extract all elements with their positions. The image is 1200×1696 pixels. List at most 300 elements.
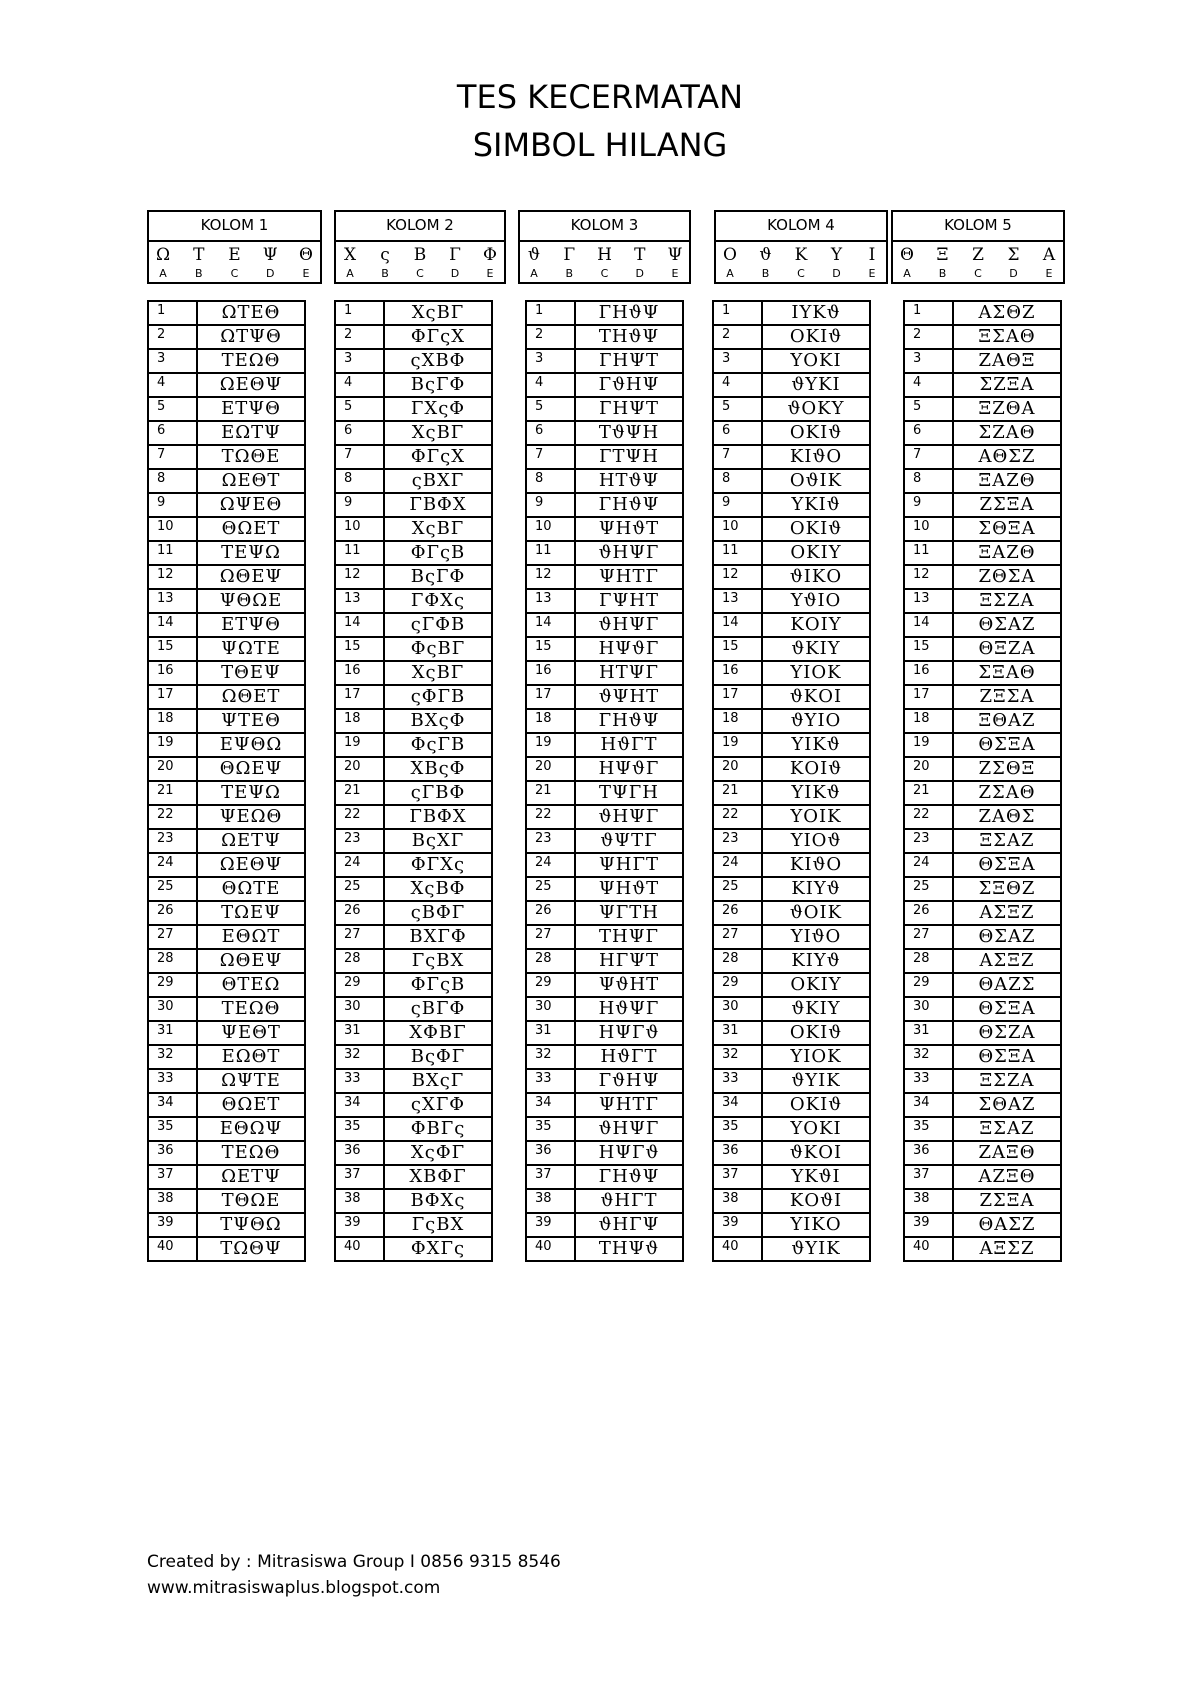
question-number: 24 <box>148 853 197 877</box>
question-number: 5 <box>904 397 953 421</box>
table-row <box>148 349 305 373</box>
question-symbols: ϑΚΟΙ <box>762 1141 870 1165</box>
question-number: 20 <box>904 757 953 781</box>
table-row <box>335 1165 492 1189</box>
question-number: 7 <box>713 445 762 469</box>
question-symbols: ϑΙΚΟ <box>762 565 870 589</box>
question-number: 17 <box>148 685 197 709</box>
footer-website: www.mitrasiswaplus.blogspot.com <box>147 1578 441 1598</box>
table-row <box>526 469 683 493</box>
question-number: 40 <box>713 1237 762 1261</box>
question-symbols: ΨΩΤΕ <box>197 637 305 661</box>
column-header-3 <box>518 210 691 284</box>
question-symbols: ΒΧςΦ <box>384 709 492 733</box>
table-row <box>148 325 305 349</box>
table-row <box>713 493 870 517</box>
question-number: 35 <box>335 1117 384 1141</box>
question-number: 4 <box>904 373 953 397</box>
question-number: 37 <box>713 1165 762 1189</box>
question-number: 39 <box>904 1213 953 1237</box>
question-symbols: ΤΘΩΕ <box>197 1189 305 1213</box>
table-row <box>904 925 1061 949</box>
table-row <box>335 709 492 733</box>
question-number: 2 <box>904 325 953 349</box>
question-symbols: ΕΘΩΨ <box>197 1117 305 1141</box>
table-row <box>713 349 870 373</box>
table-row <box>148 1189 305 1213</box>
table-row <box>335 1213 492 1237</box>
table-row <box>335 517 492 541</box>
question-number: 6 <box>335 421 384 445</box>
table-row <box>148 397 305 421</box>
question-number: 40 <box>335 1237 384 1261</box>
table-row <box>148 805 305 829</box>
table-row <box>713 1189 870 1213</box>
question-number: 15 <box>904 637 953 661</box>
question-symbols: ΤΗΨϑ <box>575 1237 683 1261</box>
question-number: 34 <box>904 1093 953 1117</box>
question-number: 34 <box>335 1093 384 1117</box>
question-symbols: ΗΤΨΓ <box>575 661 683 685</box>
table-row <box>904 541 1061 565</box>
question-number: 39 <box>335 1213 384 1237</box>
table-row <box>526 1213 683 1237</box>
table-row <box>148 733 305 757</box>
key-letter: C <box>797 267 805 280</box>
question-number: 14 <box>335 613 384 637</box>
key-letter: A <box>726 267 734 280</box>
question-number: 24 <box>335 853 384 877</box>
question-number: 9 <box>713 493 762 517</box>
key-letter: A <box>159 267 167 280</box>
question-number: 14 <box>713 613 762 637</box>
table-row <box>335 853 492 877</box>
key-symbol: Ψ <box>262 245 278 265</box>
table-row <box>904 661 1061 685</box>
question-number: 16 <box>526 661 575 685</box>
table-row <box>526 949 683 973</box>
table-row <box>713 853 870 877</box>
question-number: 28 <box>904 949 953 973</box>
table-row <box>526 661 683 685</box>
question-number: 7 <box>148 445 197 469</box>
question-symbols: ΖΑΞΘ <box>953 1141 1061 1165</box>
question-symbols: ΞΣΑΖ <box>953 829 1061 853</box>
question-symbols: ςΧΒΦ <box>384 349 492 373</box>
question-number: 12 <box>148 565 197 589</box>
question-number: 35 <box>526 1117 575 1141</box>
question-number: 30 <box>526 997 575 1021</box>
question-number: 28 <box>713 949 762 973</box>
key-letter: A <box>346 267 354 280</box>
question-symbols: ΗΨΓϑ <box>575 1021 683 1045</box>
question-number: 4 <box>148 373 197 397</box>
table-row <box>713 901 870 925</box>
table-row <box>335 613 492 637</box>
question-symbols: ΕΘΩΤ <box>197 925 305 949</box>
question-symbols: ΗΨϑΓ <box>575 637 683 661</box>
table-row <box>335 997 492 1021</box>
question-number: 21 <box>713 781 762 805</box>
question-number: 22 <box>713 805 762 829</box>
question-number: 40 <box>904 1237 953 1261</box>
question-number: 18 <box>148 709 197 733</box>
table-row <box>713 373 870 397</box>
question-symbols: ΓΧςΦ <box>384 397 492 421</box>
question-number: 33 <box>526 1069 575 1093</box>
question-symbols: ΥΙΚϑ <box>762 781 870 805</box>
symbol-key-row <box>893 242 1063 267</box>
question-number: 27 <box>713 925 762 949</box>
question-number: 4 <box>713 373 762 397</box>
question-symbols: ΧΒςΦ <box>384 757 492 781</box>
table-row <box>904 781 1061 805</box>
question-symbols: ΞΣΑΘ <box>953 325 1061 349</box>
table-row <box>904 901 1061 925</box>
question-number: 1 <box>526 301 575 325</box>
question-symbols: ϑΟΙΚ <box>762 901 870 925</box>
question-number: 26 <box>335 901 384 925</box>
question-symbols: ΨΕΘΤ <box>197 1021 305 1045</box>
question-number: 31 <box>526 1021 575 1045</box>
question-symbols: ΟΚΙϑ <box>762 1093 870 1117</box>
question-symbols: ΞΣΑΖ <box>953 1117 1061 1141</box>
table-row <box>904 733 1061 757</box>
question-symbols: ΦΒΓς <box>384 1117 492 1141</box>
question-symbols: ΤΕΩΘ <box>197 1141 305 1165</box>
question-symbols: ΑΞΣΖ <box>953 1237 1061 1261</box>
question-symbols: ΩΘΕΨ <box>197 565 305 589</box>
question-symbols: ΕΩΘΤ <box>197 1045 305 1069</box>
question-number: 18 <box>526 709 575 733</box>
question-number: 39 <box>526 1213 575 1237</box>
question-symbols: ΩΕΘΨ <box>197 853 305 877</box>
question-symbols: ΘΩΕΨ <box>197 757 305 781</box>
table-row <box>904 1165 1061 1189</box>
table-row <box>904 469 1061 493</box>
question-symbols: ΘΑΣΖ <box>953 1213 1061 1237</box>
question-number: 37 <box>904 1165 953 1189</box>
question-symbols: ΤΩΕΨ <box>197 901 305 925</box>
table-row <box>904 997 1061 1021</box>
table-row <box>526 877 683 901</box>
column-header-2 <box>334 210 506 284</box>
question-symbols: ΒςΓΦ <box>384 373 492 397</box>
key-symbol: ϑ <box>759 245 772 265</box>
question-symbols: ΓΗΨΤ <box>575 397 683 421</box>
question-symbols: ΥΚϑΙ <box>762 1165 870 1189</box>
question-symbols: ΩΕΘΤ <box>197 469 305 493</box>
question-symbols: ΓΗΨΤ <box>575 349 683 373</box>
table-row <box>713 709 870 733</box>
question-number: 29 <box>335 973 384 997</box>
symbol-key-row <box>520 242 689 267</box>
question-number: 34 <box>713 1093 762 1117</box>
question-number: 35 <box>904 1117 953 1141</box>
question-number: 29 <box>713 973 762 997</box>
question-number: 3 <box>904 349 953 373</box>
key-symbol: Ε <box>228 245 241 265</box>
table-row <box>526 325 683 349</box>
question-symbols: ΨΗΤΓ <box>575 1093 683 1117</box>
table-row <box>526 1093 683 1117</box>
table-row <box>526 445 683 469</box>
question-symbols: ΖΑΘΞ <box>953 349 1061 373</box>
question-symbols: ΗΓΨΤ <box>575 949 683 973</box>
question-number: 21 <box>335 781 384 805</box>
question-number: 16 <box>904 661 953 685</box>
table-row <box>335 925 492 949</box>
question-symbols: ΧςΒΓ <box>384 517 492 541</box>
question-number: 19 <box>526 733 575 757</box>
table-row <box>335 661 492 685</box>
question-number: 32 <box>713 1045 762 1069</box>
question-symbols: ΨΕΩΘ <box>197 805 305 829</box>
question-symbols: ΕΩΤΨ <box>197 421 305 445</box>
question-symbols: ςΓΦΒ <box>384 613 492 637</box>
question-symbols: ϑΗΓΨ <box>575 1213 683 1237</box>
table-row <box>713 1069 870 1093</box>
question-number: 36 <box>713 1141 762 1165</box>
question-number: 8 <box>148 469 197 493</box>
question-symbols: ΥΙΟΚ <box>762 661 870 685</box>
question-symbols: ΦΓςΒ <box>384 973 492 997</box>
page-title-line-2: SIMBOL HILANG <box>472 126 728 164</box>
question-symbols: ϑΨΗΤ <box>575 685 683 709</box>
table-row <box>713 637 870 661</box>
question-number: 33 <box>148 1069 197 1093</box>
question-symbols: ΥΟΚΙ <box>762 349 870 373</box>
table-row <box>713 949 870 973</box>
table-row <box>335 1045 492 1069</box>
question-number: 23 <box>713 829 762 853</box>
question-number: 33 <box>335 1069 384 1093</box>
question-symbols: ΨΗϑΤ <box>575 877 683 901</box>
question-number: 18 <box>904 709 953 733</box>
table-row <box>148 685 305 709</box>
question-symbols: ϑΥΙΟ <box>762 709 870 733</box>
table-row <box>335 397 492 421</box>
table-row <box>335 373 492 397</box>
question-number: 32 <box>335 1045 384 1069</box>
table-row <box>335 805 492 829</box>
table-row <box>148 1093 305 1117</box>
letter-key-row <box>893 267 1063 284</box>
key-symbol: Ζ <box>972 245 984 265</box>
table-row <box>526 589 683 613</box>
table-row <box>904 853 1061 877</box>
question-symbols: ΩΘΕΤ <box>197 685 305 709</box>
question-symbols: ΨΤΕΘ <box>197 709 305 733</box>
table-row <box>904 637 1061 661</box>
table-row <box>713 781 870 805</box>
table-row <box>526 517 683 541</box>
question-symbols: ΚΟϑΙ <box>762 1189 870 1213</box>
key-symbol: Η <box>597 245 612 265</box>
table-row <box>526 373 683 397</box>
question-number: 32 <box>904 1045 953 1069</box>
question-symbols: ΘΣΞΑ <box>953 1045 1061 1069</box>
table-row <box>526 757 683 781</box>
question-number: 2 <box>148 325 197 349</box>
question-symbols: ΒςΦΓ <box>384 1045 492 1069</box>
question-number: 13 <box>148 589 197 613</box>
question-symbols: ΤΗϑΨ <box>575 325 683 349</box>
key-letter: E <box>302 267 310 280</box>
table-row <box>713 421 870 445</box>
table-row <box>148 589 305 613</box>
question-symbols: ΞΑΖΘ <box>953 469 1061 493</box>
question-symbols: ΨϑΗΤ <box>575 973 683 997</box>
table-row <box>526 349 683 373</box>
question-number: 17 <box>713 685 762 709</box>
table-row <box>148 373 305 397</box>
table-row <box>713 997 870 1021</box>
key-symbol: Θ <box>900 245 914 265</box>
question-symbols: ΣΞΑΘ <box>953 661 1061 685</box>
question-number: 11 <box>904 541 953 565</box>
table-row <box>526 829 683 853</box>
question-symbols: ϑΗΨΓ <box>575 613 683 637</box>
letter-key-row <box>336 267 504 284</box>
key-letter: C <box>600 267 609 280</box>
question-number: 23 <box>148 829 197 853</box>
question-symbols: ΩΕΤΨ <box>197 829 305 853</box>
question-symbols: ΘΩΕΤ <box>197 1093 305 1117</box>
question-number: 40 <box>148 1237 197 1261</box>
question-number: 37 <box>148 1165 197 1189</box>
table-row <box>713 733 870 757</box>
question-number: 9 <box>148 493 197 517</box>
question-number: 16 <box>713 661 762 685</box>
question-number: 25 <box>526 877 575 901</box>
table-row <box>904 1141 1061 1165</box>
table-row <box>526 1237 683 1261</box>
table-row <box>526 421 683 445</box>
question-number: 18 <box>713 709 762 733</box>
question-number: 38 <box>904 1189 953 1213</box>
question-number: 6 <box>148 421 197 445</box>
key-letter: E <box>671 267 679 280</box>
key-symbol: Θ <box>299 245 313 265</box>
table-row <box>335 733 492 757</box>
question-number: 31 <box>148 1021 197 1045</box>
table-row <box>148 925 305 949</box>
question-symbols: ΟΚΙϑ <box>762 517 870 541</box>
question-number: 37 <box>526 1165 575 1189</box>
question-symbols: ςΒΧΓ <box>384 469 492 493</box>
question-number: 20 <box>148 757 197 781</box>
question-number: 14 <box>904 613 953 637</box>
question-number: 3 <box>713 349 762 373</box>
question-symbols: ΨΘΩΕ <box>197 589 305 613</box>
question-symbols: ΓΒΦΧ <box>384 805 492 829</box>
question-symbols: ΖΣΘΞ <box>953 757 1061 781</box>
question-number: 12 <box>335 565 384 589</box>
question-symbols: ΘΣΖΑ <box>953 1021 1061 1045</box>
question-number: 2 <box>713 325 762 349</box>
table-row <box>713 301 870 325</box>
table-row <box>713 1213 870 1237</box>
table-row <box>713 661 870 685</box>
question-number: 39 <box>148 1213 197 1237</box>
question-number: 15 <box>526 637 575 661</box>
table-row <box>148 709 305 733</box>
question-number: 13 <box>713 589 762 613</box>
table-row <box>526 397 683 421</box>
question-number: 13 <box>526 589 575 613</box>
table-row <box>526 781 683 805</box>
question-symbols: ΥΚΙϑ <box>762 493 870 517</box>
question-number: 6 <box>526 421 575 445</box>
question-symbols: ΘΩΤΕ <box>197 877 305 901</box>
key-letter: D <box>266 267 275 280</box>
key-letter: D <box>832 267 841 280</box>
question-symbols: ϑΥΚΙ <box>762 373 870 397</box>
question-symbols: ΚΙϑΟ <box>762 445 870 469</box>
table-row <box>713 973 870 997</box>
question-symbols: ΥΟΚΙ <box>762 1117 870 1141</box>
table-row <box>148 877 305 901</box>
table-row <box>526 1021 683 1045</box>
question-number: 23 <box>904 829 953 853</box>
key-symbol: Υ <box>830 245 843 265</box>
question-symbols: ΦΓΧς <box>384 853 492 877</box>
table-row <box>526 1141 683 1165</box>
question-symbols: ΨΓΤΗ <box>575 901 683 925</box>
question-number: 33 <box>904 1069 953 1093</box>
question-number: 31 <box>713 1021 762 1045</box>
question-symbols: ΦςΓΒ <box>384 733 492 757</box>
table-row <box>904 349 1061 373</box>
question-number: 10 <box>526 517 575 541</box>
question-symbols: ΑΣΞΖ <box>953 949 1061 973</box>
question-symbols: ΚΟΙΥ <box>762 613 870 637</box>
symbol-key-row <box>149 242 320 267</box>
table-row <box>713 685 870 709</box>
table-row <box>526 685 683 709</box>
question-symbols: ΤϑΨΗ <box>575 421 683 445</box>
table-row <box>904 517 1061 541</box>
question-number: 11 <box>713 541 762 565</box>
table-row <box>526 1045 683 1069</box>
question-symbols: ΕΤΨΘ <box>197 613 305 637</box>
key-symbol: Γ <box>563 245 576 265</box>
question-symbols: ΧςΒΓ <box>384 301 492 325</box>
question-symbols: ϑΗΨΓ <box>575 805 683 829</box>
table-row <box>335 493 492 517</box>
key-symbol: Κ <box>794 245 808 265</box>
question-symbols: ΣΘΞΑ <box>953 517 1061 541</box>
footer-credit: Created by : Mitrasiswa Group I 0856 9315 8546 <box>147 1552 561 1572</box>
question-number: 27 <box>904 925 953 949</box>
key-symbol: Ω <box>155 245 171 265</box>
question-number: 22 <box>526 805 575 829</box>
question-symbols: ΚΙΥϑ <box>762 949 870 973</box>
question-number: 25 <box>335 877 384 901</box>
table-row <box>148 901 305 925</box>
table-row <box>904 613 1061 637</box>
table-row <box>148 541 305 565</box>
table-row <box>526 973 683 997</box>
table-row <box>148 829 305 853</box>
column-header-title: KOLOM 5 <box>893 212 1063 242</box>
question-symbols: ΗΨϑΓ <box>575 757 683 781</box>
table-row <box>335 973 492 997</box>
question-symbols: ΟΚΙϑ <box>762 1021 870 1045</box>
question-symbols: ΓΒΦΧ <box>384 493 492 517</box>
question-symbols: ΩΕΘΨ <box>197 373 305 397</box>
